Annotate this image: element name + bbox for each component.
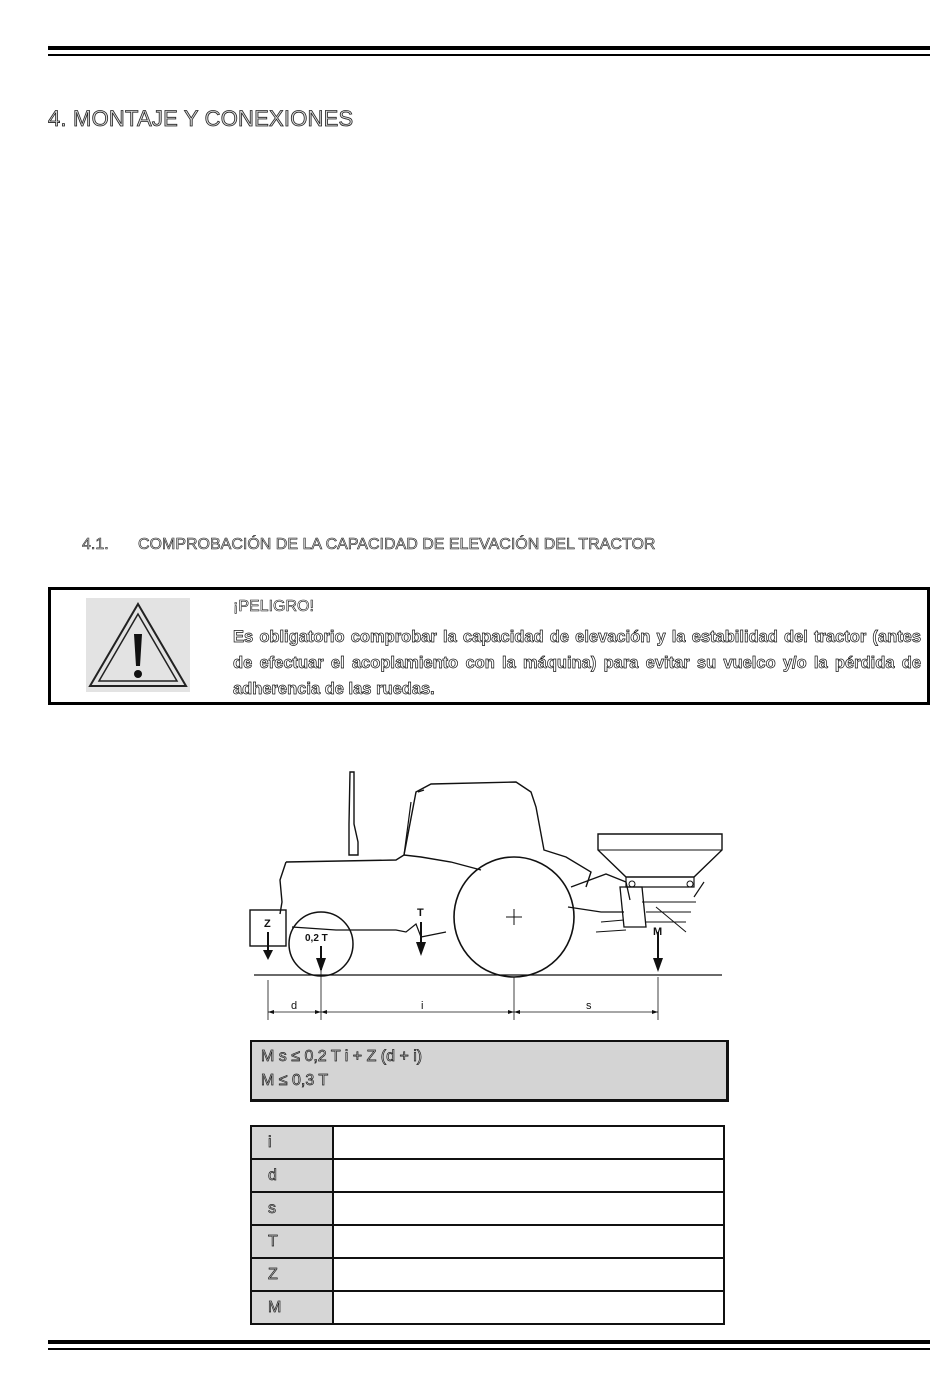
legend-symbol: s	[251, 1192, 333, 1225]
legend-symbol: Z	[251, 1258, 333, 1291]
label-d: d	[291, 1000, 298, 1012]
tractor-load-diagram	[246, 762, 726, 1024]
warning-title: ¡PELIGRO!	[233, 598, 314, 615]
warning-triangle-icon	[86, 598, 190, 692]
table-row	[251, 1126, 724, 1159]
footer-rule	[48, 1340, 930, 1350]
subsection-heading	[82, 536, 655, 554]
legend-description	[333, 1225, 724, 1258]
table-row	[251, 1159, 724, 1192]
legend-symbol: T	[251, 1225, 333, 1258]
table-row	[251, 1291, 724, 1324]
table-row	[251, 1192, 724, 1225]
legend-description	[333, 1291, 724, 1324]
legend-description	[333, 1192, 724, 1225]
table-row	[251, 1258, 724, 1291]
section-title: 4. MONTAJE Y CONEXIONES	[48, 106, 354, 131]
label-t: T	[417, 907, 424, 919]
header-rule	[48, 46, 930, 56]
legend-description	[333, 1126, 724, 1159]
legend-description	[333, 1258, 724, 1291]
danger-warning-box	[48, 587, 930, 705]
legend-symbol: d	[251, 1159, 333, 1192]
legend-symbol: i	[251, 1126, 333, 1159]
label-front-load: 0,2 T	[305, 933, 328, 944]
warning-text: Es obligatorio comprobar la capacidad de elevación y la estabilidad del tractor (antes de efectuar el acoplamiento con la máquina) para evitar su vuelco y/o la pérdida de adherencia de las ruedas.	[233, 628, 921, 698]
legend-symbol: M	[251, 1291, 333, 1324]
label-m: M	[653, 926, 663, 938]
legend-description	[333, 1159, 724, 1192]
subsection-number: 4.1.	[82, 536, 109, 553]
formula-line-1: M s ≤ 0,2 T i + Z (d + i)	[261, 1048, 423, 1065]
formula-box	[250, 1040, 729, 1102]
subsection-title: COMPROBACIÓN DE LA CAPACIDAD DE ELEVACIÓN DEL TRACTOR	[138, 536, 656, 553]
table-row	[251, 1225, 724, 1258]
legend-table	[250, 1125, 725, 1325]
formula-line-2: M ≤ 0,3 T	[261, 1072, 329, 1089]
label-s: s	[586, 1000, 592, 1012]
label-z: Z	[264, 918, 271, 930]
label-i: i	[421, 1000, 424, 1012]
